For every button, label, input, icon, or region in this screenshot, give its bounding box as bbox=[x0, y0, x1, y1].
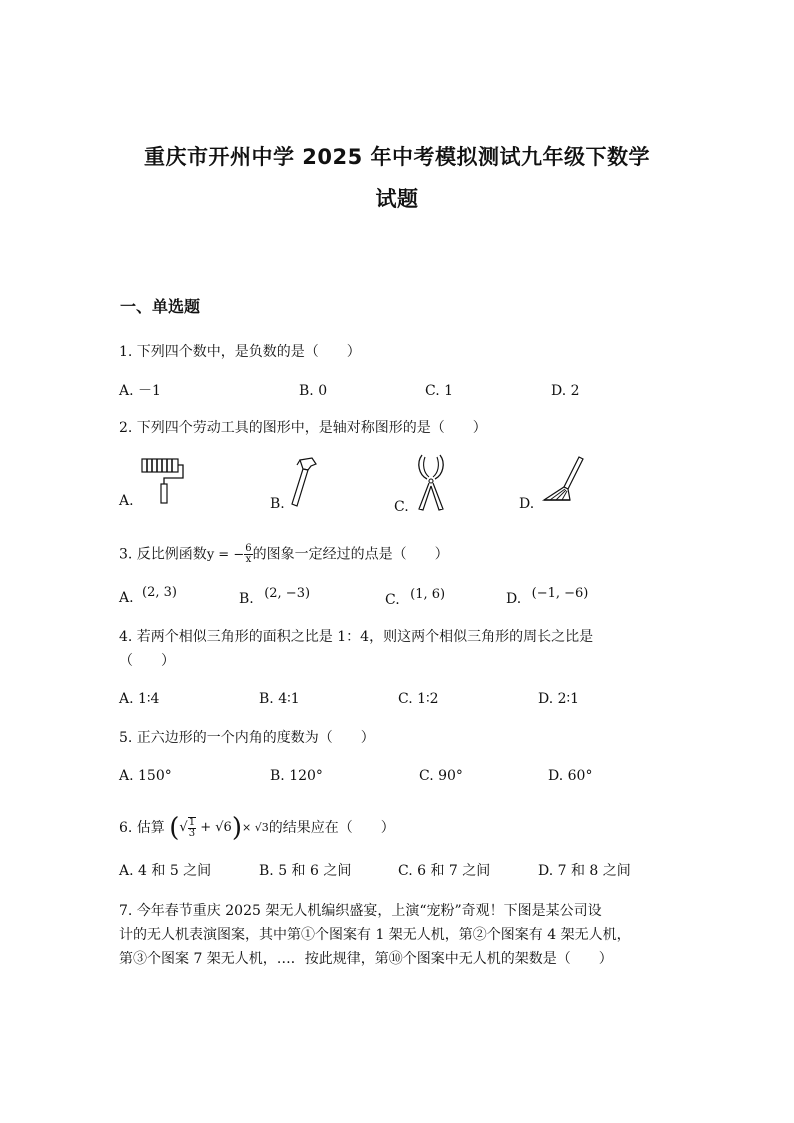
question-5-option-b[interactable]: B. 120° bbox=[270, 768, 323, 784]
scissors-icon bbox=[413, 453, 449, 517]
page-title-line-2: 试题 bbox=[375, 187, 419, 211]
expr-middle: + √6 bbox=[200, 820, 232, 835]
question-2-option-d[interactable]: D. bbox=[519, 496, 535, 512]
estimate-expression: (√ $\frac{1}{3}$ + √6)× √3 bbox=[169, 813, 269, 843]
section-heading: 一、单选题 bbox=[120, 297, 201, 316]
question-4-stem-line-1: 4. 若两个相似三角形的面积之比是 1：4，则这两个相似三角形的周长之比是 bbox=[119, 629, 594, 645]
question-7-line-3: 第③个图案 7 架无人机，…．按此规律，第⑩个图案中无人机的架数是（ ） bbox=[119, 951, 613, 967]
question-1-option-a[interactable]: A. －1 bbox=[119, 383, 161, 399]
question-5-stem: 5. 正六边形的一个内角的度数为（ ） bbox=[119, 730, 375, 746]
question-2-option-b[interactable]: B. bbox=[270, 496, 285, 512]
question-6-option-c[interactable]: C. 6 和 7 之间 bbox=[398, 863, 491, 879]
option-value: (2, −3) bbox=[264, 586, 311, 601]
page-title bbox=[60, 136, 734, 220]
question-2-option-a[interactable]: A. bbox=[119, 493, 134, 509]
expr-fraction-numerator: 1 bbox=[188, 817, 196, 828]
broom-icon bbox=[540, 456, 586, 514]
fraction-numerator: 6 bbox=[245, 543, 252, 554]
question-3-stem-before: 3. 反比例函数 bbox=[119, 546, 207, 563]
question-3-option-b[interactable] bbox=[239, 586, 311, 610]
question-5-option-d[interactable]: D. 60° bbox=[548, 768, 593, 784]
question-6-option-a[interactable]: A. 4 和 5 之间 bbox=[119, 863, 212, 879]
page-title-line-1: 重庆市开州中学 2025 年中考模拟测试九年级下数学 bbox=[143, 145, 651, 169]
question-7-stem bbox=[119, 899, 679, 971]
question-7-line-2: 计的无人机表演图案，其中第①个图案有 1 架无人机，第②个图案有 4 架无人机， bbox=[119, 927, 631, 943]
expr-tail: × √3 bbox=[241, 821, 269, 834]
question-1-stem: 1. 下列四个数中，是负数的是（ ） bbox=[119, 344, 361, 360]
question-7-line-1: 7. 今年春节重庆 2025 架无人机编织盛宴，上演“宠粉”奇观！下图是某公司设 bbox=[119, 903, 602, 919]
question-3-option-c[interactable] bbox=[385, 587, 446, 611]
option-value: (−1, −6) bbox=[531, 586, 589, 601]
option-value: (2, 3) bbox=[142, 585, 177, 600]
question-2-option-c[interactable]: C. bbox=[394, 499, 409, 515]
option-value: (1, 6) bbox=[410, 587, 446, 602]
question-6-option-b[interactable]: B. 5 和 6 之间 bbox=[259, 863, 352, 879]
question-3-option-d[interactable] bbox=[506, 586, 589, 610]
question-4-stem-line-2: （ ） bbox=[119, 653, 175, 669]
question-5-option-a[interactable]: A. 150° bbox=[119, 768, 172, 784]
question-4-option-a[interactable]: A. 1∶4 bbox=[119, 691, 160, 707]
question-4-option-d[interactable]: D. 2∶1 bbox=[538, 691, 580, 707]
question-3-stem-after: 的图象一定经过的点是（ ） bbox=[252, 546, 449, 563]
question-4-option-c[interactable]: C. 1∶2 bbox=[398, 691, 439, 707]
question-5-option-c[interactable]: C. 90° bbox=[419, 768, 463, 784]
option-label: C. bbox=[385, 592, 400, 608]
option-label: D. bbox=[506, 591, 522, 607]
question-6-option-d[interactable]: D. 7 和 8 之间 bbox=[538, 863, 631, 879]
question-1-option-d[interactable]: D. 2 bbox=[551, 383, 580, 399]
formula-fraction bbox=[244, 544, 252, 565]
question-1-option-c[interactable]: C. 1 bbox=[425, 383, 454, 399]
expr-fraction-denominator: 3 bbox=[188, 828, 196, 839]
option-label: A. bbox=[119, 590, 134, 606]
question-4-option-b[interactable]: B. 4∶1 bbox=[259, 691, 300, 707]
paint-roller-icon bbox=[140, 456, 186, 510]
question-2-stem: 2. 下列四个劳动工具的图形中，是轴对称图形的是（ ） bbox=[119, 420, 487, 436]
option-label: B. bbox=[239, 591, 254, 607]
question-1-option-b[interactable]: B. 0 bbox=[299, 383, 328, 399]
fraction-denominator: x bbox=[245, 554, 252, 565]
question-3-option-a[interactable] bbox=[119, 585, 177, 609]
question-6-stem bbox=[119, 808, 395, 848]
hammer-icon bbox=[286, 456, 322, 514]
formula-lhs: y = − bbox=[206, 547, 245, 563]
question-6-stem-before: 6. 估算 bbox=[119, 820, 165, 836]
question-3-stem bbox=[119, 544, 449, 566]
question-6-stem-after: 的结果应在（ ） bbox=[268, 820, 395, 836]
